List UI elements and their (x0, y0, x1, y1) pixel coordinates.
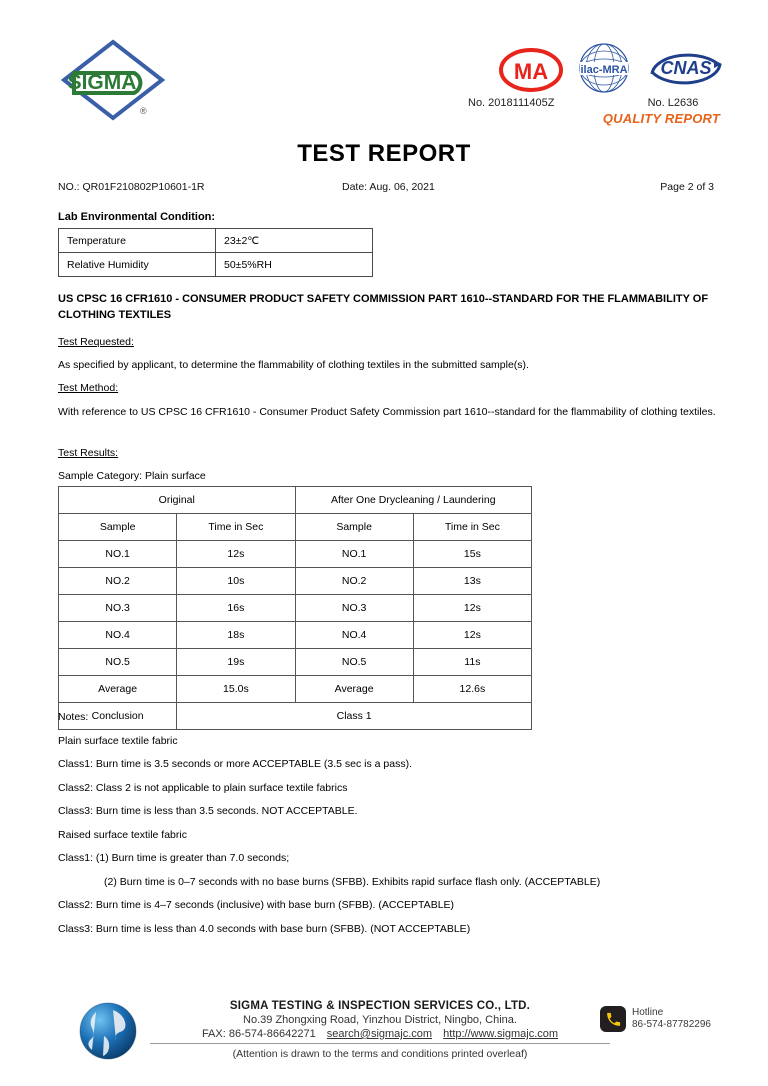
test-method-text: With reference to US CPSC 16 CFR1610 - Consumer Product Safety Commission part 1610--standard for the flammability of clothing textiles. (58, 406, 716, 418)
ma-mark-number: No. 2018111405Z (468, 97, 555, 109)
cell-sample-original: NO.2 (59, 568, 177, 595)
svg-text:CNAS: CNAS (660, 58, 712, 78)
cell-time-original: 12s (177, 541, 295, 568)
registered-trademark-symbol: ® (140, 106, 147, 116)
cell-average-value-after: 12.6s (413, 676, 531, 703)
website-link[interactable]: http://www.sigmajc.com (443, 1028, 559, 1040)
table-row (59, 229, 373, 253)
cell-sample-after: NO.2 (295, 568, 413, 595)
note-line: Class2: Burn time is 4–7 seconds (inclusive) with base burn (SFBB). (ACCEPTABLE) (58, 899, 455, 911)
hotline-block (600, 1006, 711, 1032)
table-row (59, 622, 532, 649)
hotline-text (632, 1007, 711, 1031)
table-row-average (59, 676, 532, 703)
cnas-mark-number: No. L2636 (647, 97, 699, 109)
group-header-original: Original (59, 487, 296, 514)
cell-time-original: 19s (177, 649, 295, 676)
footer-attention-note: (Attention is drawn to the terms and conditions printed overleaf) (232, 1048, 528, 1060)
page-title: TEST REPORT (297, 140, 471, 167)
note-line: Raised surface textile fabric (58, 828, 187, 841)
phone-glyph (605, 1011, 622, 1028)
ma-mark-icon (498, 46, 564, 94)
email-link[interactable]: search@sigmajc.com (326, 1028, 433, 1040)
notes-heading: Notes: (58, 711, 89, 723)
company-name: SIGMA TESTING & INSPECTION SERVICES CO., LTD. (229, 1000, 531, 1012)
note-line: Plain surface textile fabric (58, 734, 178, 747)
table-header-row (59, 514, 532, 541)
sigma-logo-icon (58, 36, 168, 124)
hotline-number: 86-574-87782296 (632, 1019, 711, 1030)
cell-time-original: 16s (177, 595, 295, 622)
cell-time-after: 12s (413, 595, 531, 622)
test-results-heading: Test Results: (58, 447, 119, 459)
cell-average-value-original: 15.0s (177, 676, 295, 703)
cell-average-label-after: Average (295, 676, 413, 703)
column-header-sample-after: Sample (295, 514, 413, 541)
sigma-logo (58, 36, 168, 124)
note-line: Class1: Burn time is 3.5 seconds or more ACCEPTABLE (3.5 sec is a pass). (58, 758, 413, 770)
notes-section (58, 710, 738, 945)
table-row (59, 568, 532, 595)
cell-sample-original: NO.3 (59, 595, 177, 622)
cell-sample-original: NO.5 (59, 649, 177, 676)
flammability-results-table (58, 486, 532, 730)
footer-company-block (150, 1000, 610, 1060)
conclusion-value: Class 1 (177, 703, 532, 730)
cell-time-after: 13s (413, 568, 531, 595)
footer-divider (150, 1043, 610, 1044)
temperature-value: 23±2℃ (216, 229, 373, 253)
column-header-time-original: Time in Sec (177, 514, 295, 541)
certification-marks (458, 42, 728, 138)
company-contact (150, 1028, 610, 1040)
note-line: (2) Burn time is 0–7 seconds with no base burns (SFBB). Exhibits rapid surface flash only. (ACCEPTABLE) (104, 875, 601, 888)
globe-icon (66, 1000, 150, 1062)
page-number: Page 2 of 3 (660, 181, 714, 193)
humidity-label: Relative Humidity (59, 253, 216, 277)
svg-text:SIGMA: SIGMA (67, 71, 137, 94)
conclusion-label: Conclusion (59, 703, 177, 730)
cell-average-label-original: Average (59, 676, 177, 703)
cell-sample-original: NO.4 (59, 622, 177, 649)
cnas-mark-icon (644, 44, 728, 94)
group-header-after-cleaning: After One Drycleaning / Laundering (295, 487, 532, 514)
sample-category-text: Sample Category: Plain surface (58, 470, 206, 482)
table-row (59, 253, 373, 277)
quality-report-stamp: QUALITY REPORT (602, 111, 720, 126)
cell-sample-after: NO.4 (295, 622, 413, 649)
column-header-sample-original: Sample (59, 514, 177, 541)
humidity-value: 50±5%RH (216, 253, 373, 277)
cell-time-after: 15s (413, 541, 531, 568)
lab-condition-heading: Lab Environmental Condition: (58, 211, 216, 223)
cell-sample-after: NO.1 (295, 541, 413, 568)
note-line: Class2: Class 2 is not applicable to plain surface textile fabrics (58, 781, 348, 794)
svg-text:MA: MA (513, 59, 549, 84)
test-requested-text: As specified by applicant, to determine the flammability of clothing textiles in the submitted sample(s). (58, 359, 529, 371)
cell-sample-after: NO.3 (295, 595, 413, 622)
table-group-header-row (59, 487, 532, 514)
table-row (59, 595, 532, 622)
cell-sample-after: NO.5 (295, 649, 413, 676)
note-line: Class3: Burn time is less than 3.5 seconds. NOT ACCEPTABLE. (58, 805, 358, 817)
svg-text:ilac-MRA: ilac-MRA (580, 64, 628, 76)
column-header-time-after: Time in Sec (413, 514, 531, 541)
lab-condition-table (58, 228, 373, 277)
ilac-mra-mark-icon (578, 42, 630, 94)
report-date: Date: Aug. 06, 2021 (342, 181, 435, 193)
cell-time-original: 18s (177, 622, 295, 649)
note-line: Class3: Burn time is less than 4.0 seconds with base burn (SFBB). (NOT ACCEPTABLE) (58, 922, 471, 935)
temperature-label: Temperature (59, 229, 216, 253)
page-header (0, 0, 768, 140)
table-row (59, 649, 532, 676)
report-number: NO.: QR01F210802P10601-1R (58, 181, 205, 193)
cell-time-original: 10s (177, 568, 295, 595)
cell-sample-original: NO.1 (59, 541, 177, 568)
test-method-heading: Test Method: (58, 382, 119, 394)
table-row (59, 541, 532, 568)
note-line: Class1: (1) Burn time is greater than 7.0 seconds; (58, 852, 290, 864)
fax-number: FAX: 86-574-86642271 (201, 1028, 316, 1040)
cell-time-after: 12s (413, 622, 531, 649)
company-address: No.39 Zhongxing Road, Yinzhou District, Ningbo, China. (243, 1014, 517, 1026)
test-requested-heading: Test Requested: (58, 336, 134, 348)
phone-icon (600, 1006, 626, 1032)
standard-title: US CPSC 16 CFR1610 - CONSUMER PRODUCT SAFETY COMMISSION PART 1610--STANDARD FOR THE FLAMMABILITY OF CLOTHING TEXTILES (58, 293, 709, 321)
cell-time-after: 11s (413, 649, 531, 676)
hotline-label: Hotline (632, 1007, 664, 1018)
